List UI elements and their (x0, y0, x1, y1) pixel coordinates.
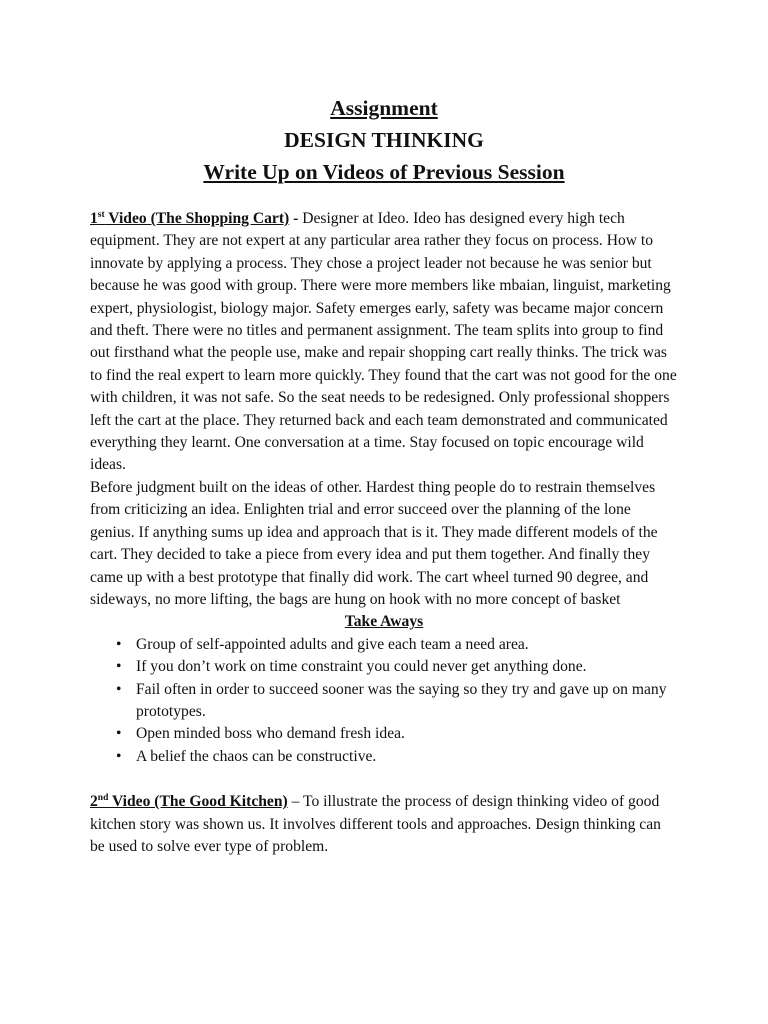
video2-dash: – (287, 793, 300, 811)
list-item: • Fail often in order to succeed sooner was the saying so they try and gave up on many prototypes. (116, 679, 678, 724)
list-item: • If you don’t work on time constraint you could never get anything done. (116, 656, 678, 678)
assignment-title: Assignment (330, 96, 438, 120)
takeaways-heading: Take Aways (344, 613, 424, 631)
video2-text: To illustrate the process of design thinking video of good kitchen story was shown us. It involves different tools and approaches. Design thinking can be used to solve ever type of problem. (90, 793, 661, 855)
video1-heading-text: Video (The Shopping Cart) (104, 210, 290, 227)
video1-text: Designer at Ideo. Ideo has designed every high tech equipment. They are not expert at any particular area rather they focus on process. How to innovate by applying a process. They chose a project leader not because he was senior but because he was good with group. There were more members like mbaian, linguist, marketing expert, physiologist, biology major. Safety emerges early, safety was became major concern and theft. There were no titles and permanent assignment. The team splits into group to find out firsthand what the people use, make and repair shopping cart really thinks. The trick was to find the real expert to learn more quickly. They found that the cart was not good for the one with children, it was not safe. So the seat needs to be redesigned. Only professional shoppers left the cart at the place. They returned back and each team demonstrated and communicated everything they learnt. One conversation at a time. Stay focused on topic encourage wild ideas. (90, 210, 677, 474)
video1-number: 1 (90, 210, 98, 227)
list-item: • A belief the chaos can be constructive. (116, 746, 678, 768)
takeaways-list (90, 634, 678, 768)
list-item: • Open minded boss who demand fresh idea. (116, 723, 678, 745)
video1-dash: - (289, 210, 299, 227)
video1-heading (90, 210, 289, 227)
video1-ordinal: st (97, 209, 105, 220)
list-item: • Group of self-appointed adults and give each team a need area. (116, 634, 678, 656)
video2-paragraph (90, 791, 678, 858)
title-block (90, 92, 678, 188)
writeup-title: Write Up on Videos of Previous Session (203, 160, 565, 184)
video2-heading-text: Video (The Good Kitchen) (108, 793, 288, 811)
video2-number: 2 (90, 793, 98, 811)
course-title: DESIGN THINKING (284, 128, 484, 152)
video1-paragraph-2: Before judgment built on the ideas of other. Hardest thing people do to restrain themselves from criticizing an idea. Enlighten trial and error succeed over the planning of the lone genius. If anything sums up idea and approach that is it. They made different models of the cart. They decided to take a piece from every idea and put them together. And finally they came up with a best prototype that finally did work. The cart wheel turned 90 degree, and sideways, no more lifting, the bags are hung on hook with no more concept of basket (90, 478, 658, 608)
video2-heading (90, 793, 288, 810)
video1-paragraph (90, 208, 678, 477)
document-body (90, 208, 678, 858)
section-spacer (90, 768, 678, 791)
video2-ordinal: nd (97, 792, 109, 803)
